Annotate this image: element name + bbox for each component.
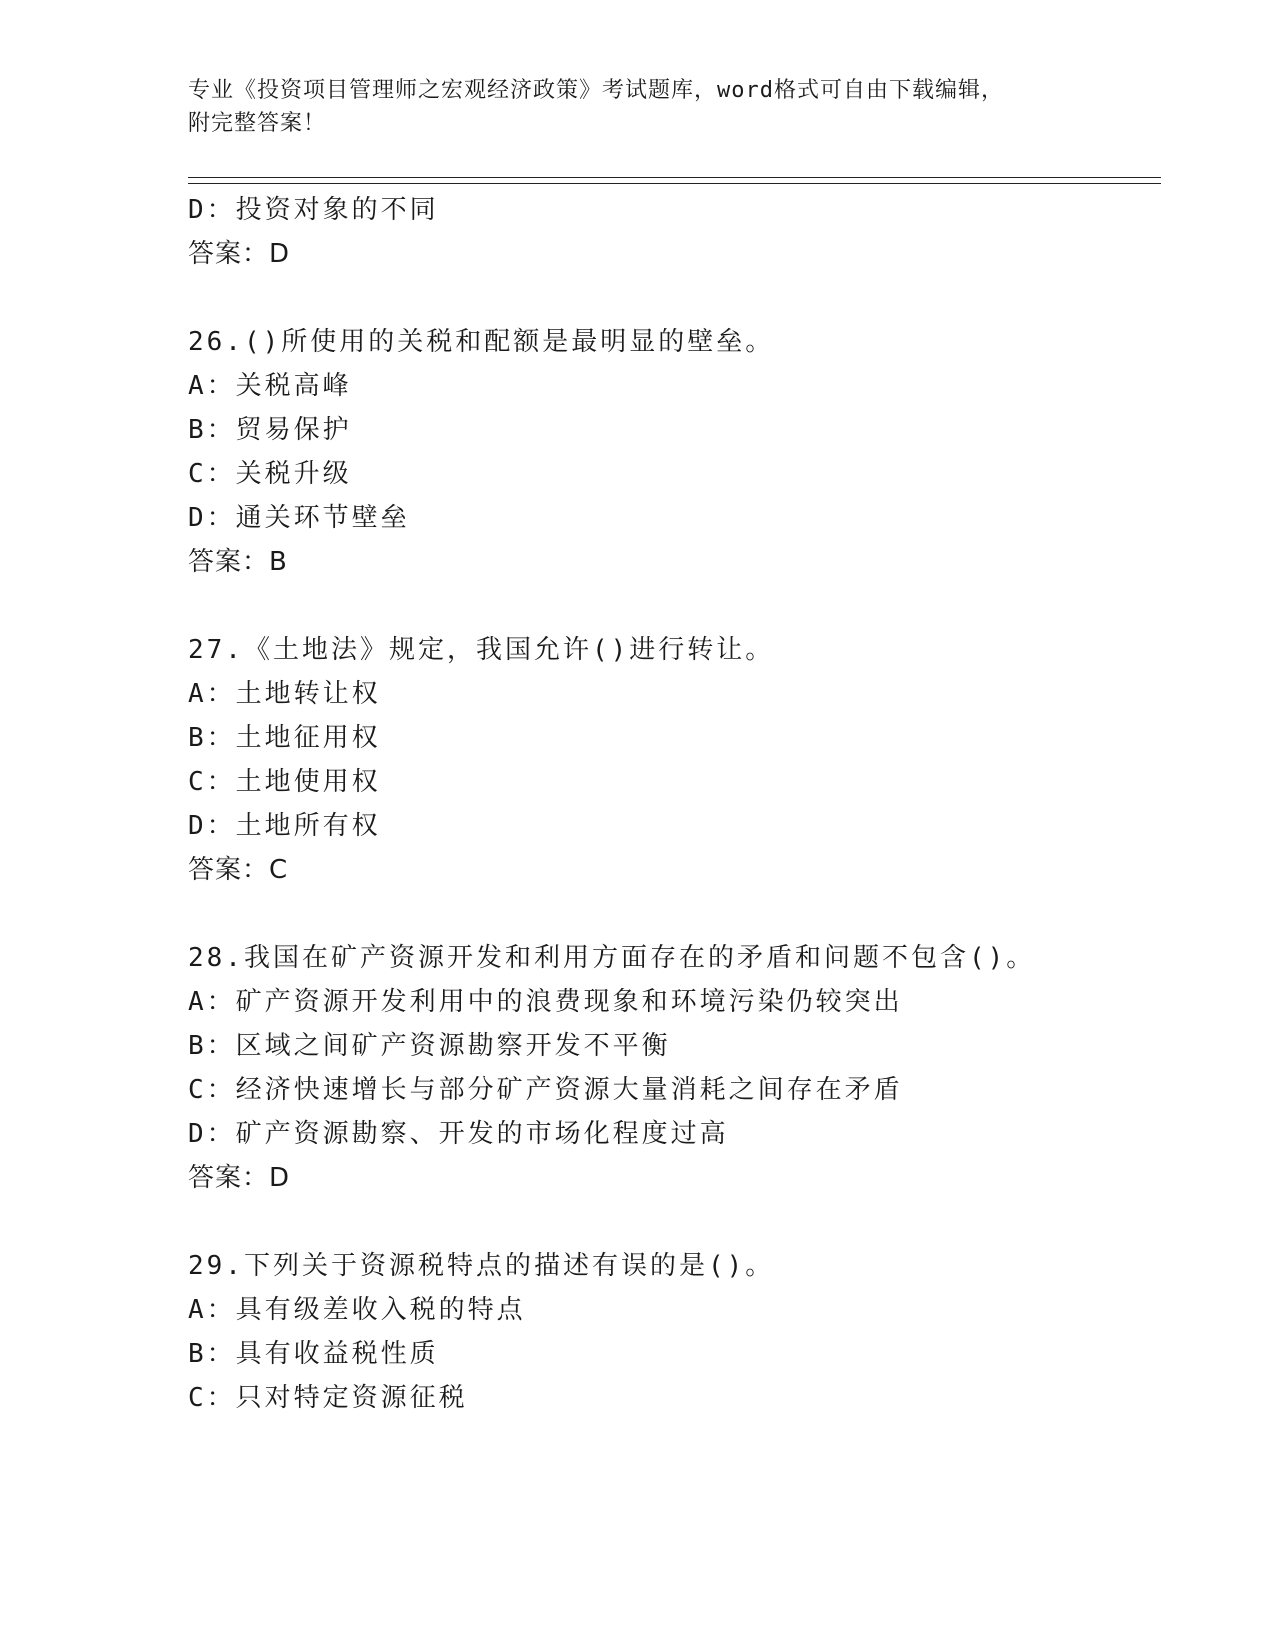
question-27-option-b: B：土地征用权 [188, 723, 381, 753]
question-28-stem: 28.我国在矿产资源开发和利用方面存在的矛盾和问题不包含()。 [188, 943, 1036, 973]
answer-prev: 答案：D [188, 239, 291, 269]
question-27-option-a: A：土地转让权 [188, 679, 381, 709]
question-29-stem: 29.下列关于资源税特点的描述有误的是()。 [188, 1251, 775, 1281]
header-line-1: 专业《投资项目管理师之宏观经济政策》考试题库，word格式可自由下载编辑， [188, 78, 1004, 103]
question-26-option-b: B：贸易保护 [188, 415, 352, 445]
question-28-option-d: D：矿产资源勘察、开发的市场化程度过高 [188, 1119, 729, 1149]
question-29-option-b: B：具有收益税性质 [188, 1339, 439, 1369]
question-27-answer: 答案：C [188, 855, 289, 885]
question-27-stem: 27.《土地法》规定，我国允许()进行转让。 [188, 635, 775, 665]
header-line-2: 附完整答案！ [188, 111, 327, 136]
question-28-option-b: B：区域之间矿产资源勘察开发不平衡 [188, 1031, 671, 1061]
question-26-option-c: C：关税升级 [188, 459, 352, 489]
question-26-option-d: D：通关环节壁垒 [188, 503, 410, 533]
question-26-stem: 26.()所使用的关税和配额是最明显的壁垒。 [188, 327, 775, 357]
header-divider-top [188, 177, 1161, 178]
header-divider-bottom [188, 183, 1161, 184]
option-d-prev: D：投资对象的不同 [188, 195, 439, 225]
question-27-option-c: C：土地使用权 [188, 767, 381, 797]
question-28-answer: 答案：D [188, 1163, 291, 1193]
question-26-answer: 答案：B [188, 547, 288, 577]
question-26-option-a: A：关税高峰 [188, 371, 352, 401]
question-28-option-a: A：矿产资源开发利用中的浪费现象和环境污染仍较突出 [188, 987, 903, 1017]
question-29-option-a: A：具有级差收入税的特点 [188, 1295, 526, 1325]
question-27-option-d: D：土地所有权 [188, 811, 381, 841]
document-header [188, 74, 1088, 140]
question-28-option-c: C：经济快速增长与部分矿产资源大量消耗之间存在矛盾 [188, 1075, 903, 1105]
question-29-option-c: C：只对特定资源征税 [188, 1383, 468, 1413]
